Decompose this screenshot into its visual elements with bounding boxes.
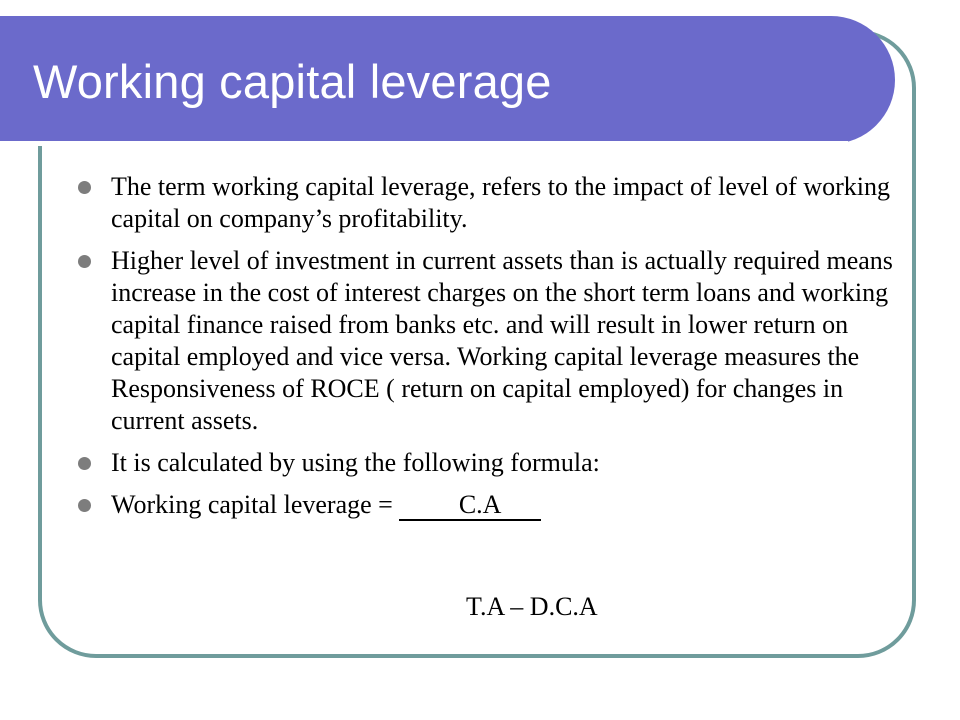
bullet-dot-icon	[78, 255, 91, 268]
formula-numerator: C.A	[399, 491, 542, 521]
bullet-dot-icon	[78, 499, 91, 512]
bullet-text: The term working capital leverage, refers to the impact of level of working capital on company’s profitability.	[111, 172, 890, 233]
bullet-text: Higher level of investment in current assets than is actually required means increase in the cost of interest charges on the short term loans and working capital finance raised from banks etc. and will result in lower return on capital employed and vice versa. Working capital leverage measures the Responsiveness of ROCE ( return on capital employed) for changes in current assets.	[111, 246, 893, 435]
bullet-item	[78, 245, 898, 437]
bullet-dot-icon	[78, 181, 91, 194]
bullet-item	[78, 171, 898, 235]
bullet-item-formula	[78, 489, 898, 521]
bullet-dot-icon	[78, 457, 91, 470]
bullet-list	[78, 171, 898, 531]
bullet-item	[78, 447, 898, 479]
formula-denominator: T.A – D.C.A	[466, 592, 598, 621]
slide-title: Working capital leverage	[33, 55, 552, 108]
title-underline	[0, 141, 848, 146]
bullet-text: It is calculated by using the following formula:	[111, 448, 600, 477]
formula-lhs: Working capital leverage =	[111, 490, 393, 519]
title-bar	[0, 16, 895, 144]
